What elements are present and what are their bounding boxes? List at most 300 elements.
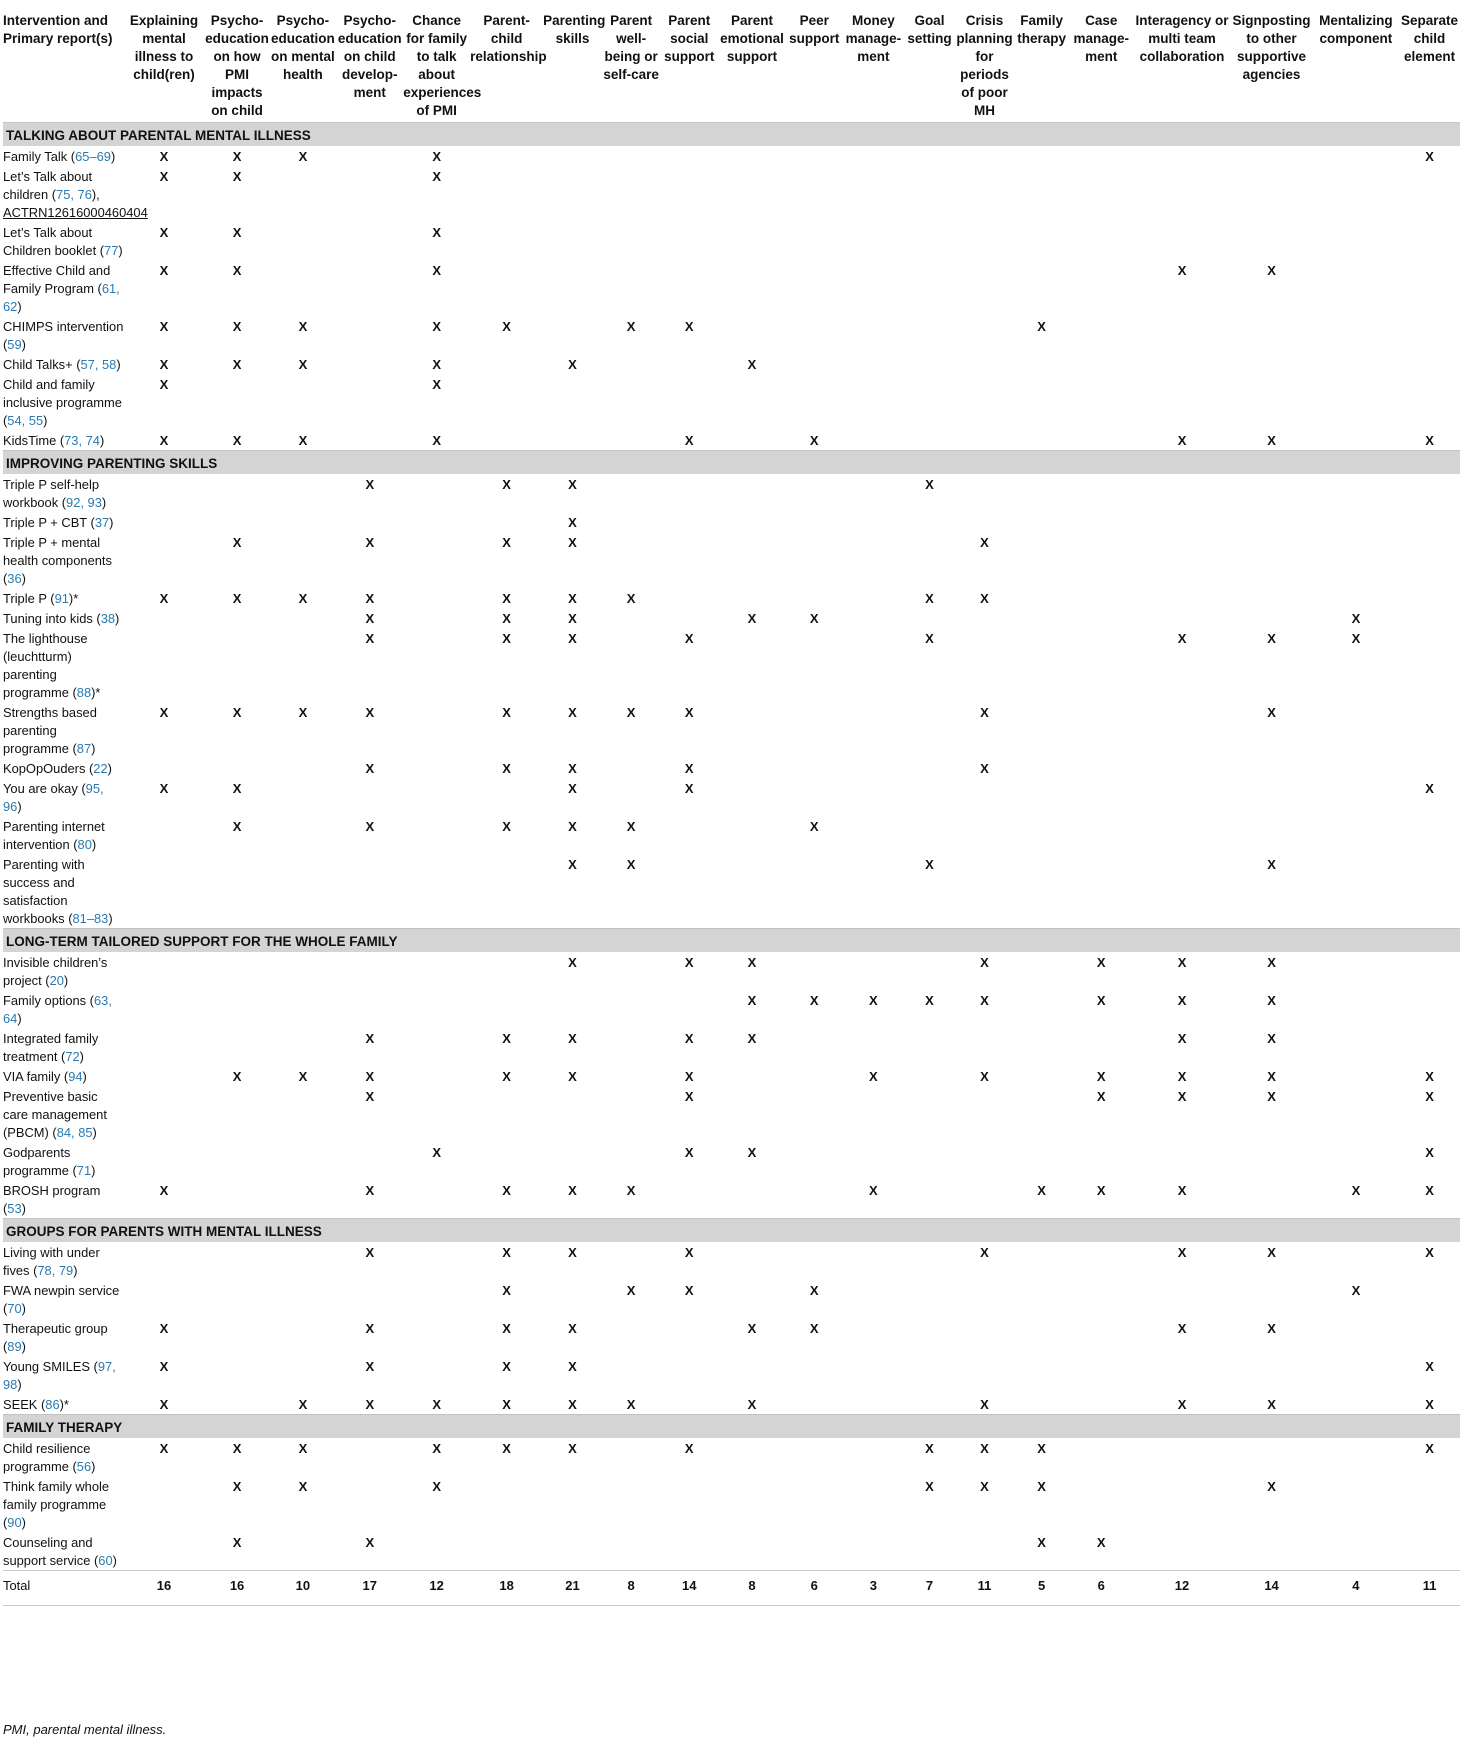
intervention-name — [3, 1242, 123, 1280]
component-cell — [403, 758, 470, 778]
component-cell — [718, 374, 786, 430]
component-cell — [1313, 430, 1399, 451]
component-cell — [602, 628, 661, 702]
component-cell — [843, 512, 905, 532]
component-cell — [403, 1242, 470, 1280]
component-cell — [602, 354, 661, 374]
component-cell — [660, 374, 718, 430]
component-cell — [843, 1394, 905, 1415]
component-cell — [1069, 628, 1134, 702]
component-cell: X — [568, 515, 577, 530]
component-cell: X — [432, 319, 441, 334]
component-cell: X — [1351, 1183, 1361, 1198]
component-cell — [1230, 1180, 1312, 1219]
component-cell: X — [432, 1397, 441, 1412]
component-cell: X — [1425, 1245, 1434, 1260]
component-cell — [718, 588, 786, 608]
component-cell — [269, 628, 336, 702]
component-cell — [1313, 588, 1399, 608]
intervention-label: Family options ( — [3, 993, 94, 1008]
reference-link[interactable]: 22 — [93, 761, 108, 776]
reference-link[interactable]: 36 — [7, 571, 22, 586]
component-cell: X — [365, 1321, 375, 1336]
reference-link[interactable]: 71 — [76, 1163, 92, 1178]
component-cell — [904, 702, 954, 758]
reference-link[interactable]: 59 — [7, 337, 22, 352]
header-intervention: Intervention and Primary report(s) — [3, 10, 123, 123]
component-cell: X — [1177, 993, 1187, 1008]
reference-link[interactable]: 78, 79 — [37, 1263, 74, 1278]
reference-close: )* — [59, 1397, 69, 1412]
reference-link[interactable]: 37 — [94, 515, 110, 530]
component-cell — [336, 354, 403, 374]
component-cell — [904, 1242, 954, 1280]
component-cell — [1313, 166, 1399, 222]
component-cell — [470, 430, 543, 451]
component-cell — [843, 1532, 905, 1571]
reference-link[interactable]: 20 — [49, 973, 64, 988]
component-cell — [1069, 512, 1134, 532]
component-cell: X — [1037, 1441, 1046, 1456]
component-cell: X — [365, 705, 375, 720]
component-cell — [843, 1028, 905, 1066]
reference-link[interactable]: 84, 85 — [56, 1125, 93, 1140]
reference-link[interactable]: 63, 64 — [3, 993, 112, 1026]
component-cell: X — [1267, 1069, 1276, 1084]
component-cell — [1014, 702, 1069, 758]
component-cell — [336, 778, 403, 816]
component-cell: X — [684, 705, 694, 720]
component-cell — [904, 1356, 954, 1394]
component-cell: X — [1177, 1069, 1187, 1084]
component-cell — [336, 1280, 403, 1318]
intervention-name — [3, 146, 123, 166]
reference-close: ) — [91, 1459, 96, 1474]
component-cell — [123, 512, 204, 532]
component-cell — [786, 1142, 843, 1180]
reference-close: ) — [91, 741, 96, 756]
component-cell — [1399, 702, 1460, 758]
reference-close: ) — [43, 413, 48, 428]
component-cell — [955, 1086, 1015, 1142]
intervention-label: Effective Child and Family Program ( — [3, 263, 111, 296]
component-cell — [602, 758, 661, 778]
component-cell — [1313, 532, 1399, 588]
component-cell: X — [1267, 1321, 1276, 1336]
component-cell — [602, 474, 661, 512]
component-cell: X — [232, 781, 242, 796]
component-cell — [904, 374, 954, 430]
component-cell — [955, 1180, 1015, 1219]
component-cell: X — [298, 319, 308, 334]
component-cell — [786, 1532, 843, 1571]
component-cell: X — [626, 857, 636, 872]
total-value: 21 — [543, 1571, 602, 1606]
intervention-label: BROSH program ( — [3, 1183, 101, 1216]
component-cell: X — [159, 225, 169, 240]
component-cell — [955, 1356, 1015, 1394]
header-column: Mentalizing component — [1313, 10, 1399, 123]
component-cell — [786, 222, 843, 260]
component-cell — [1069, 1438, 1134, 1476]
component-cell — [403, 1318, 470, 1356]
component-cell — [1069, 474, 1134, 512]
component-cell: X — [232, 1535, 242, 1550]
component-cell: X — [684, 781, 694, 796]
component-cell: X — [980, 955, 989, 970]
component-cell — [602, 1438, 661, 1476]
header-column: Money manage-ment — [843, 10, 905, 123]
component-cell — [470, 166, 543, 222]
component-cell: X — [568, 591, 577, 606]
component-cell — [1134, 702, 1231, 758]
component-cell — [205, 990, 270, 1028]
component-cell — [403, 1086, 470, 1142]
component-cell — [123, 474, 204, 512]
component-cell — [403, 1532, 470, 1571]
table-row — [3, 374, 1460, 430]
component-cell — [602, 166, 661, 222]
reference-link[interactable]: 89 — [7, 1339, 22, 1354]
component-cell — [1134, 1280, 1231, 1318]
component-cell: X — [568, 1069, 577, 1084]
component-cell — [205, 1318, 270, 1356]
component-cell — [1313, 990, 1399, 1028]
reference-close: ) — [21, 337, 26, 352]
component-cell: X — [365, 1031, 375, 1046]
component-cell — [543, 374, 602, 430]
table-header-row — [3, 10, 1460, 123]
component-cell — [955, 1280, 1015, 1318]
component-cell — [403, 952, 470, 990]
reference-link[interactable]: 61, 62 — [3, 281, 120, 314]
component-cell — [543, 1142, 602, 1180]
reference-link[interactable]: 54, 55 — [7, 413, 44, 428]
component-cell — [1230, 146, 1312, 166]
component-cell: X — [232, 705, 242, 720]
component-cell — [955, 1532, 1015, 1571]
reference-link[interactable]: 86 — [45, 1397, 60, 1412]
component-cell — [269, 816, 336, 854]
component-cell: X — [869, 1069, 878, 1084]
component-cell — [904, 1066, 954, 1086]
table-row — [3, 608, 1460, 628]
reference-link[interactable]: 88 — [76, 685, 92, 700]
header-column: Parent emotional support — [718, 10, 786, 123]
component-cell: X — [568, 1441, 577, 1456]
reference-link[interactable]: 60 — [98, 1553, 113, 1568]
component-cell — [1399, 1028, 1460, 1066]
component-cell: X — [159, 591, 169, 606]
component-cell — [786, 1066, 843, 1086]
intervention-label: Strengths based parenting programme ( — [3, 705, 97, 756]
component-cell — [602, 1476, 661, 1532]
component-cell — [1069, 146, 1134, 166]
component-cell — [955, 146, 1015, 166]
intervention-label: Parenting internet intervention ( — [3, 819, 105, 852]
reference-link[interactable]: 75, 76 — [56, 187, 92, 202]
component-cell — [718, 758, 786, 778]
component-cell — [718, 222, 786, 260]
component-cell — [1014, 146, 1069, 166]
reference-link[interactable]: 73, 74 — [64, 433, 100, 448]
component-cell: X — [925, 1479, 934, 1494]
component-cell — [843, 702, 905, 758]
component-cell — [1313, 1318, 1399, 1356]
intervention-name — [3, 1394, 123, 1415]
component-cell — [1134, 146, 1231, 166]
reference-link[interactable]: 95, 96 — [3, 781, 104, 814]
component-cell: X — [747, 357, 757, 372]
header-column: Psycho-education on child develop-ment — [336, 10, 403, 123]
component-cell — [786, 512, 843, 532]
component-cell: X — [232, 433, 242, 448]
component-cell — [1313, 702, 1399, 758]
total-value: 10 — [269, 1571, 336, 1606]
component-cell — [1313, 1438, 1399, 1476]
component-cell — [205, 608, 270, 628]
component-cell — [1134, 608, 1231, 628]
component-cell — [1230, 778, 1312, 816]
component-cell: X — [1096, 1535, 1106, 1550]
component-cell — [602, 1142, 661, 1180]
component-cell: X — [626, 819, 636, 834]
component-cell — [470, 1086, 543, 1142]
component-cell: X — [502, 631, 511, 646]
section-title: GROUPS FOR PARENTS WITH MENTAL ILLNESS — [3, 1219, 1460, 1243]
component-cell — [336, 166, 403, 222]
component-cell — [269, 1086, 336, 1142]
reference-link[interactable]: 57, 58 — [80, 357, 117, 372]
intervention-label: Preventive basic care management (PBCM) ( — [3, 1089, 107, 1140]
component-cell — [843, 1318, 905, 1356]
component-cell: X — [502, 819, 511, 834]
component-cell: X — [502, 591, 511, 606]
reference-close: ) — [91, 1163, 96, 1178]
component-cell: X — [298, 1397, 308, 1412]
component-cell — [1399, 222, 1460, 260]
header-column: Psycho-education on mental health — [269, 10, 336, 123]
component-cell — [1230, 758, 1312, 778]
intervention-label: Godparents programme ( — [3, 1145, 77, 1178]
component-cell — [602, 952, 661, 990]
component-cell — [660, 1476, 718, 1532]
reference-link[interactable]: 53 — [7, 1201, 22, 1216]
reference-close: ) — [107, 761, 112, 776]
component-cell — [843, 146, 905, 166]
component-cell — [1230, 354, 1312, 374]
component-cell: X — [1096, 993, 1106, 1008]
component-cell: X — [159, 1359, 169, 1374]
intervention-label: SEEK ( — [3, 1397, 46, 1412]
intervention-label: Invisible children’s project ( — [3, 955, 108, 988]
component-cell: X — [432, 169, 441, 184]
header-column: Psycho-education on how PMI impacts on child — [205, 10, 270, 123]
reference-link[interactable]: 70 — [7, 1301, 22, 1316]
component-cell — [269, 758, 336, 778]
component-cell: X — [159, 357, 169, 372]
component-cell — [602, 1066, 661, 1086]
reference-close: ) — [21, 1201, 26, 1216]
component-cell: X — [365, 1535, 375, 1550]
component-cell — [786, 354, 843, 374]
component-cell — [1014, 1394, 1069, 1415]
component-cell: X — [159, 1321, 169, 1336]
component-cell — [1069, 316, 1134, 354]
reference-link[interactable]: 80 — [77, 837, 92, 852]
reference-close: ) — [112, 1553, 117, 1568]
component-cell — [269, 854, 336, 929]
component-cell: X — [1177, 1397, 1187, 1412]
total-value: 18 — [470, 1571, 543, 1606]
component-cell — [1069, 1142, 1134, 1180]
component-cell — [543, 1280, 602, 1318]
table-row — [3, 222, 1460, 260]
reference-link[interactable]: 38 — [100, 611, 116, 626]
component-cell: X — [568, 477, 577, 492]
component-cell — [123, 1028, 204, 1066]
component-cell — [403, 628, 470, 702]
component-cell: X — [159, 433, 169, 448]
component-cell: X — [980, 1245, 989, 1260]
component-cell — [602, 1086, 661, 1142]
component-cell: X — [232, 1069, 242, 1084]
component-cell — [1134, 588, 1231, 608]
component-cell — [543, 166, 602, 222]
table-row — [3, 1280, 1460, 1318]
component-cell — [1069, 1356, 1134, 1394]
component-cell — [269, 608, 336, 628]
component-cell — [1134, 1438, 1231, 1476]
component-cell: X — [809, 819, 819, 834]
reference-close: ) — [17, 1011, 22, 1026]
reference-link[interactable]: 94 — [68, 1069, 83, 1084]
component-cell — [336, 990, 403, 1028]
reference-link[interactable]: 81–83 — [72, 911, 109, 926]
component-cell: X — [432, 149, 441, 164]
header-column: Goal setting — [904, 10, 954, 123]
component-cell: X — [159, 263, 169, 278]
component-cell: X — [502, 1245, 511, 1260]
component-cell — [1069, 702, 1134, 758]
component-cell — [660, 354, 718, 374]
component-cell — [1313, 1086, 1399, 1142]
reference-link[interactable]: 56 — [76, 1459, 92, 1474]
component-cell — [1014, 854, 1069, 929]
component-cell: X — [809, 993, 819, 1008]
component-cell — [269, 512, 336, 532]
component-cell: X — [980, 705, 989, 720]
component-cell — [403, 474, 470, 512]
component-cell — [269, 374, 336, 430]
component-cell — [660, 1318, 718, 1356]
component-cell — [1399, 952, 1460, 990]
table-container — [3, 10, 1460, 1606]
component-cell — [123, 1242, 204, 1280]
component-cell — [660, 474, 718, 512]
component-cell — [1014, 1280, 1069, 1318]
component-cell — [660, 1356, 718, 1394]
intervention-name — [3, 1280, 123, 1318]
component-cell — [1313, 1394, 1399, 1415]
intervention-label: Tuning into kids ( — [3, 611, 101, 626]
component-cell — [955, 430, 1015, 451]
component-cell: X — [159, 319, 169, 334]
reference-link[interactable]: 65–69 — [75, 149, 111, 164]
component-cell — [269, 952, 336, 990]
component-cell — [336, 952, 403, 990]
header-column: Peer support — [786, 10, 843, 123]
component-cell: X — [232, 357, 242, 372]
component-cell — [403, 854, 470, 929]
component-cell: X — [626, 705, 636, 720]
component-cell: X — [1177, 1089, 1187, 1104]
component-cell — [1399, 512, 1460, 532]
component-cell — [904, 608, 954, 628]
reference-link[interactable]: 91 — [54, 591, 69, 606]
component-cell — [1399, 854, 1460, 929]
component-cell — [1069, 854, 1134, 929]
component-cell — [205, 628, 270, 702]
component-cell: X — [365, 819, 375, 834]
reference-link[interactable]: 87 — [76, 741, 92, 756]
component-cell — [543, 1476, 602, 1532]
intervention-label: Counseling and support service ( — [3, 1535, 99, 1568]
component-cell: X — [502, 1031, 511, 1046]
table-row — [3, 316, 1460, 354]
component-cell — [1399, 166, 1460, 222]
intervention-label: KopOpOuders ( — [3, 761, 94, 776]
reference-close: ) — [118, 243, 123, 258]
component-cell: X — [568, 781, 577, 796]
component-cell — [543, 430, 602, 451]
component-cell — [543, 1532, 602, 1571]
component-cell — [955, 260, 1015, 316]
component-cell: X — [232, 149, 242, 164]
component-cell — [718, 1242, 786, 1280]
intervention-name — [3, 1180, 123, 1219]
reference-link[interactable]: 97, 98 — [3, 1359, 116, 1392]
component-cell — [470, 854, 543, 929]
component-cell — [1134, 1142, 1231, 1180]
reference-link[interactable]: 72 — [65, 1049, 80, 1064]
component-cell: X — [1177, 1183, 1187, 1198]
trial-registration-link[interactable]: ACTRN12616000460404 — [3, 205, 148, 220]
component-cell: X — [568, 955, 577, 970]
component-cell: X — [626, 1397, 636, 1412]
component-cell: X — [568, 1397, 577, 1412]
component-cell — [718, 532, 786, 588]
intervention-name — [3, 588, 123, 608]
component-cell: X — [232, 535, 242, 550]
component-cell — [1014, 474, 1069, 512]
component-cell — [602, 1318, 661, 1356]
reference-link[interactable]: 92, 93 — [66, 495, 102, 510]
section-title: IMPROVING PARENTING SKILLS — [3, 451, 1460, 475]
component-cell: X — [925, 857, 934, 872]
reference-close: ) — [17, 1377, 22, 1392]
component-cell — [955, 474, 1015, 512]
reference-link[interactable]: 77 — [104, 243, 119, 258]
component-cell — [1313, 260, 1399, 316]
component-cell: X — [1177, 1031, 1187, 1046]
intervention-name — [3, 628, 123, 702]
component-cell — [843, 758, 905, 778]
component-cell — [843, 588, 905, 608]
reference-link[interactable]: 90 — [7, 1515, 22, 1530]
component-cell — [904, 1180, 954, 1219]
component-cell — [843, 628, 905, 702]
